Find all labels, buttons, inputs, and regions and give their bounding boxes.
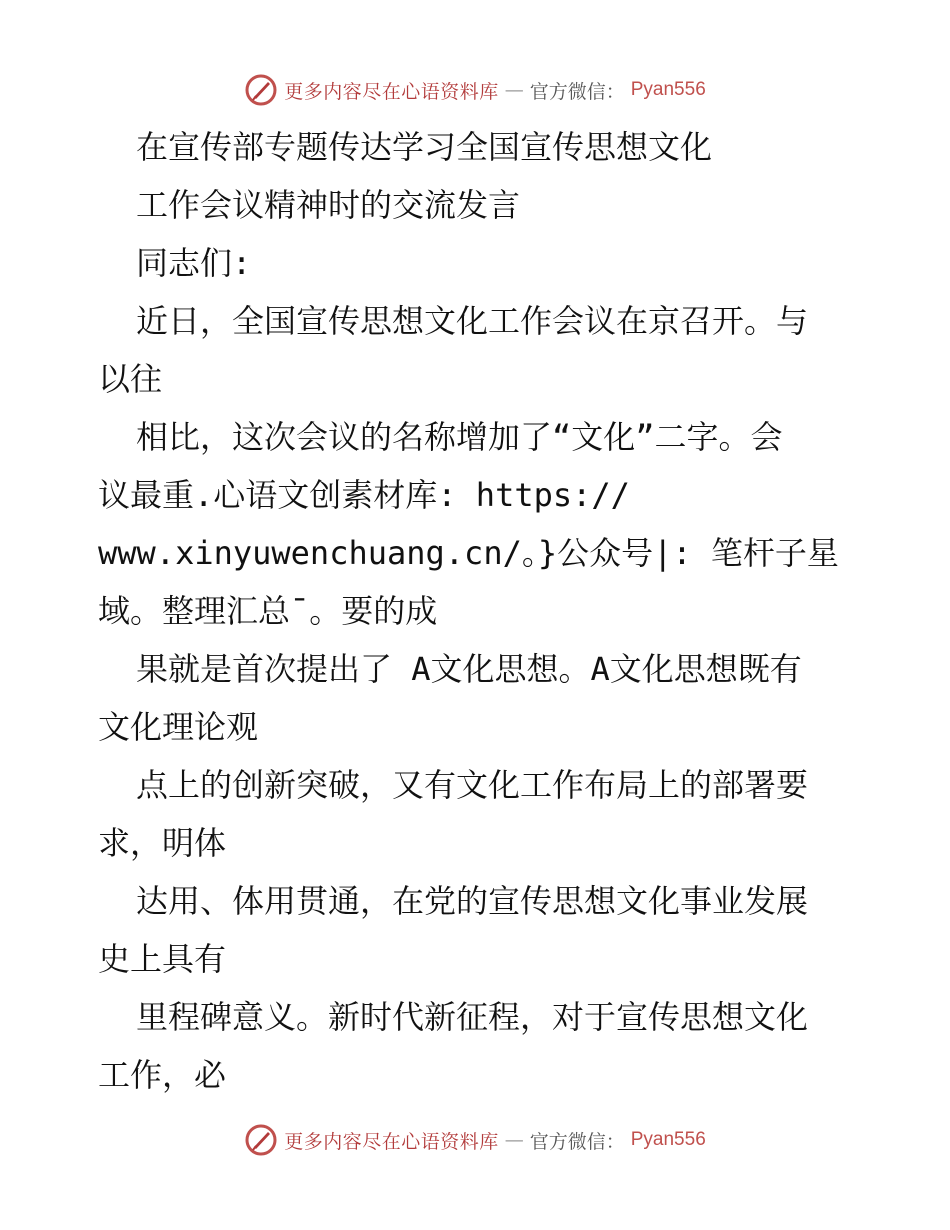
text-line: 以往	[98, 360, 163, 398]
document-title-line-2: 工作会议精神时的交流发言	[136, 186, 521, 224]
text-line: 果就是首次提出了 A文化思想。A文化思想既有	[136, 650, 802, 688]
banner-contact-label: 官方微信：	[529, 1130, 625, 1153]
footer-banner[interactable]	[0, 1120, 950, 1160]
text-line: 文化理论观	[98, 708, 259, 746]
quill-logo-icon	[244, 1123, 278, 1157]
text-line: 里程碑意义。新时代新征程，对于宣传思想文化	[136, 998, 809, 1036]
banner-contact-label: 官方微信：	[529, 80, 625, 103]
salutation: 同志们:	[136, 244, 252, 282]
text-line: 近日，全国宣传思想文化工作会议在京召开。与	[136, 302, 809, 340]
banner-slogan: 更多内容尽在心语资料库	[284, 1130, 499, 1153]
text-line: 求，明体	[98, 824, 227, 862]
banner-contact-id: Pyan556	[630, 79, 706, 100]
banner-separator: —	[504, 79, 524, 101]
banner-separator: —	[504, 1129, 524, 1151]
text-line: 工作，必	[98, 1056, 227, 1094]
document-title-line-1: 在宣传部专题传达学习全国宣传思想文化	[136, 128, 713, 166]
document-body	[0, 118, 950, 1104]
banner-contact-id: Pyan556	[630, 1129, 706, 1150]
text-line: www.xinyuwenchuang.cn/。}公众号|: 笔杆子星	[98, 534, 839, 572]
banner-slogan: 更多内容尽在心语资料库	[284, 80, 499, 103]
text-line: 域。整理汇总¯。要的成	[98, 592, 438, 630]
text-line: 相比，这次会议的名称增加了“文化”二字。会	[136, 418, 783, 456]
text-line: 达用、体用贯通，在党的宣传思想文化事业发展	[136, 882, 809, 920]
header-banner[interactable]	[0, 70, 950, 110]
text-line: 点上的创新突破，又有文化工作布局上的部署要	[136, 766, 809, 804]
text-line: 议最重.心语文创素材库: https://	[98, 476, 630, 514]
quill-logo-icon	[244, 73, 278, 107]
text-line: 史上具有	[98, 940, 227, 978]
